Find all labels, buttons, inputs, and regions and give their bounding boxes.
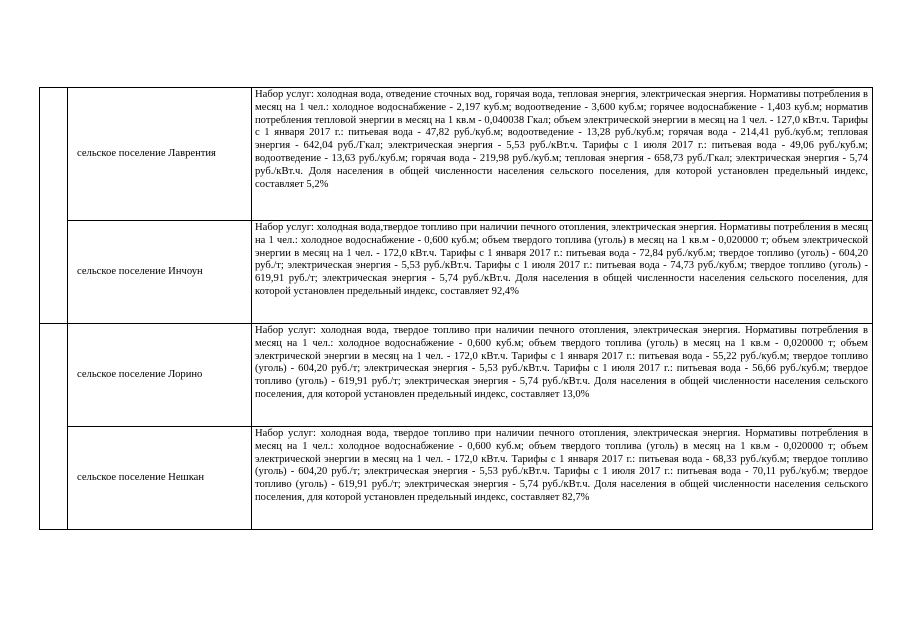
services-description: Набор услуг: холодная вода, твердое топливо при наличии печного отопления, электрическая энергия. Нормативы потребления в месяц на 1 чел.: холодное водоснабжение - 0,600 куб.м; объем твердого топлива (уголь) в месяц на 1 кв.м - 0,020000 т; объем электрической энергии в месяц на 1 чел. - 172,0 кВт.ч. Тарифы с 1 января 2017 г.: питьевая вода - 68,33 руб./куб.м; твердое топливо (уголь) - 604,20 руб./т; электрическая энергия - 5,53 руб./кВт.ч. Тарифы с 1 июля 2017 г.: питьевая вода - 70,11 руб./куб.м; твердое топливо (уголь) - 619,91 руб./т; электрическая энергия - 5,74 руб./кВт.ч. Доля населения в общей численности населения сельского поселения, для которой установлен предельный индекс, составляет 82,7% <box>252 427 873 530</box>
settlement-name: сельское поселение Нешкан <box>68 427 252 530</box>
table-row <box>40 88 873 221</box>
tariff-table <box>39 87 873 530</box>
services-description: Набор услуг: холодная вода, отведение сточных вод, горячая вода, тепловая энергия, электрическая энергия. Нормативы потребления в месяц на 1 чел.: холодное водоснабжение - 2,197 куб.м; водоотведение - 3,600 куб.м; горячее водоснабжение - 1,403 куб.м; норматив потребления тепловой энергии в месяц на 1 кв.м - 0,040038 Гкал; объем электрической энергии в месяц на 1 чел. - 127,0 кВт.ч. Тарифы с 1 января 2017 г.: питьевая вода - 47,82 руб./куб.м; водоотведение - 13,28 руб./куб.м; горячая вода - 214,41 руб./куб.м; тепловая энергия - 642,04 руб./Гкал; электрическая энергия - 5,53 руб./кВт.ч. Тарифы с 1 июля 2017 г.: питьевая вода - 49,06 руб./куб.м; водоотведение - 13,63 руб./куб.м; горячая вода - 219,98 руб./куб.м; тепловая энергия - 658,73 руб./Гкал; электрическая энергия - 5,74 руб./кВт.ч. Доля населения в общей численности населения сельского поселения, для которой установлен предельный индекс, составляет 5,2% <box>252 88 873 221</box>
services-description: Набор услуг: холодная вода, твердое топливо при наличии печного отопления, электрическая энергия. Нормативы потребления в месяц на 1 чел.: холодное водоснабжение - 0,600 куб.м; объем твердого топлива (уголь) в месяц на 1 кв.м - 0,020000 т; объем электрической энергии в месяц на 1 чел. - 172,0 кВт.ч. Тарифы с 1 января 2017 г.: питьевая вода - 55,22 руб./куб.м; твердое топливо (уголь) - 604,20 руб./т; электрическая энергия - 5,53 руб./кВт.ч. Тарифы с 1 июля 2017 г.: питьевая вода - 56,66 руб./куб.м; твердое топливо (уголь) - 619,91 руб./т; электрическая энергия - 5,74 руб./кВт.ч. Доля населения в общей численности населения сельского поселения, для которой установлен предельный индекс, составляет 13,0% <box>252 324 873 427</box>
table-row <box>40 427 873 530</box>
settlement-name: сельское поселение Лаврентия <box>68 88 252 221</box>
table-row <box>40 221 873 324</box>
group-number-cell <box>40 88 68 324</box>
settlement-name: сельское поселение Инчоун <box>68 221 252 324</box>
group-number-cell <box>40 324 68 530</box>
table-row <box>40 324 873 427</box>
settlement-name: сельское поселение Лорино <box>68 324 252 427</box>
services-description: Набор услуг: холодная вода,твердое топливо при наличии печного отопления, электрическая энергия. Нормативы потребления в месяц на 1 чел.: холодное водоснабжение - 0,600 куб.м; объем твердого топлива (уголь) в месяц на 1 кв.м - 0,020000 т; объем электрической энергии в месяц на 1 чел. - 172,0 кВт.ч. Тарифы с 1 января 2017 г.: питьевая вода - 72,84 руб./куб.м; твердое топливо (уголь) - 604,20 руб./т; электрическая энергия - 5,53 руб./кВт.ч. Тарифы с 1 июля 2017 г.: питьевая вода - 74,73 руб./куб.м; твердое топливо (уголь) - 619,91 руб./т; электрическая энергия - 5,74 руб./кВт.ч. Доля населения в общей численности населения сельского поселения, для которой установлен предельный индекс, составляет 92,4% <box>252 221 873 324</box>
